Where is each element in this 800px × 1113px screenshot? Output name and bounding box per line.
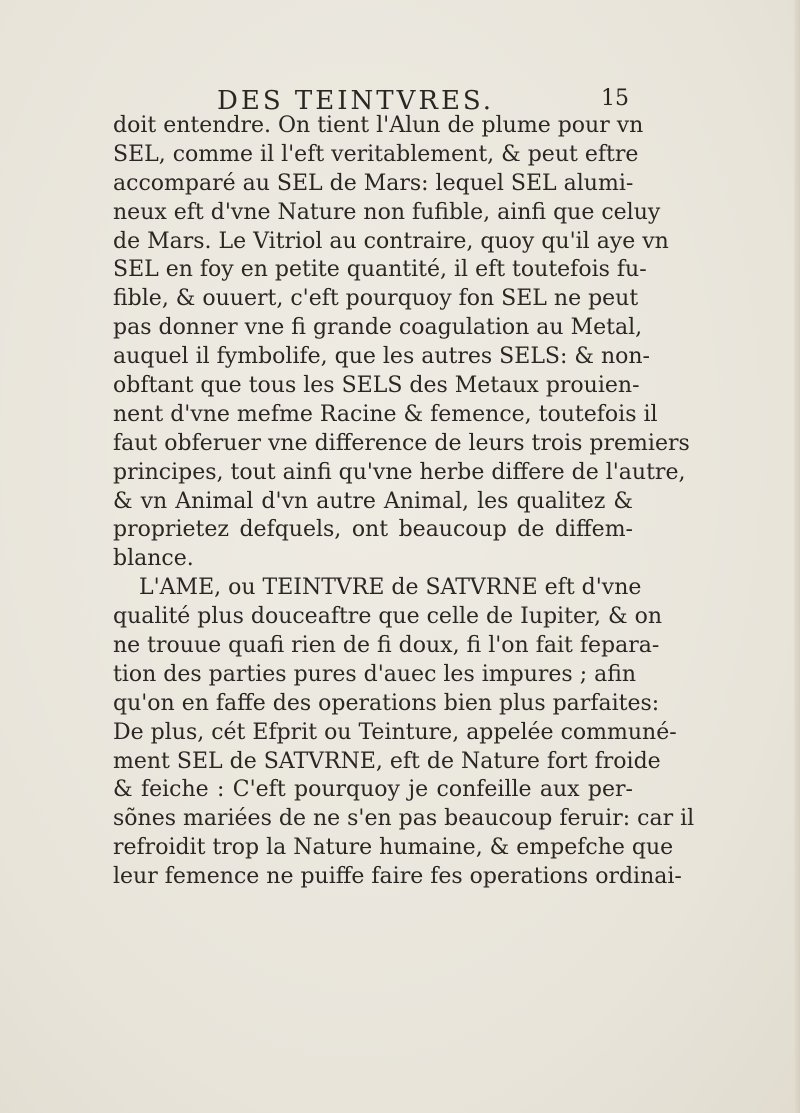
text-line: ne trouue quafi rien de fi doux, fi l'on fait fepara-	[113, 633, 660, 659]
text-line: de Mars. Le Vitriol au contraire, quoy qu'il aye vn	[113, 228, 669, 254]
text-line: obftant que tous les SELS des Metaux prouien-	[113, 373, 640, 399]
text-line: SEL, comme il l'eft veritablement, & peut eftre	[113, 141, 639, 167]
text-line: sõnes mariées de ne s'en pas beaucoup feruir: car il	[113, 806, 695, 832]
body-text	[113, 112, 695, 892]
text-line: faut obferuer vne difference de leurs trois premiers	[113, 430, 690, 456]
text-line: pas donner vne fi grande coagulation au Metal,	[113, 315, 643, 341]
text-line: qualité plus douceaftre que celle de Iupiter, & on	[113, 604, 663, 630]
text-line: SEL en foy en petite quantité, il eft toutefois fu-	[113, 257, 647, 283]
text-line: tion des parties pures d'auec les impures ; afin	[113, 661, 637, 687]
text-line: blance.	[113, 546, 194, 572]
page-edge	[794, 0, 800, 1113]
text-line: proprietez defquels, ont beaucoup de diffem-	[113, 517, 633, 543]
text-line: & vn Animal d'vn autre Animal, les qualitez &	[113, 488, 633, 514]
text-line: principes, tout ainfi qu'vne herbe differe de l'autre,	[113, 459, 686, 485]
text-line: leur femence ne puiffe faire fes operations ordinai-	[113, 864, 682, 890]
text-line: refroidit trop la Nature humaine, & empefche que	[113, 835, 674, 861]
page-number: 15	[601, 86, 629, 111]
text-line: ment SEL de SATVRNE, eft de Nature fort froide	[113, 748, 661, 774]
text-line: De plus, cét Efprit ou Teinture, appelée communé-	[113, 719, 677, 745]
text-line: L'AME, ou TEINTVRE de SATVRNE eft d'vne	[139, 575, 642, 601]
text-line: auquel il fymbolife, que les autres SELS: & non-	[113, 344, 650, 370]
running-title: DES TEINTVRES.	[217, 86, 495, 116]
text-line: neux eft d'vne Nature non fufible, ainfi que celuy	[113, 199, 661, 225]
text-line: fible, & ouuert, c'eft pourquoy fon SEL ne peut	[113, 286, 639, 312]
text-line: accomparé au SEL de Mars: lequel SEL alumi-	[113, 170, 634, 196]
text-line: doit entendre. On tient l'Alun de plume pour vn	[113, 113, 644, 138]
text-line: & feiche : C'eft pourquoy je confeille aux per-	[113, 777, 633, 803]
text-line: qu'on en faffe des operations bien plus parfaites:	[113, 690, 660, 716]
text-line: nent d'vne mefme Racine & femence, toutefois il	[113, 401, 658, 427]
